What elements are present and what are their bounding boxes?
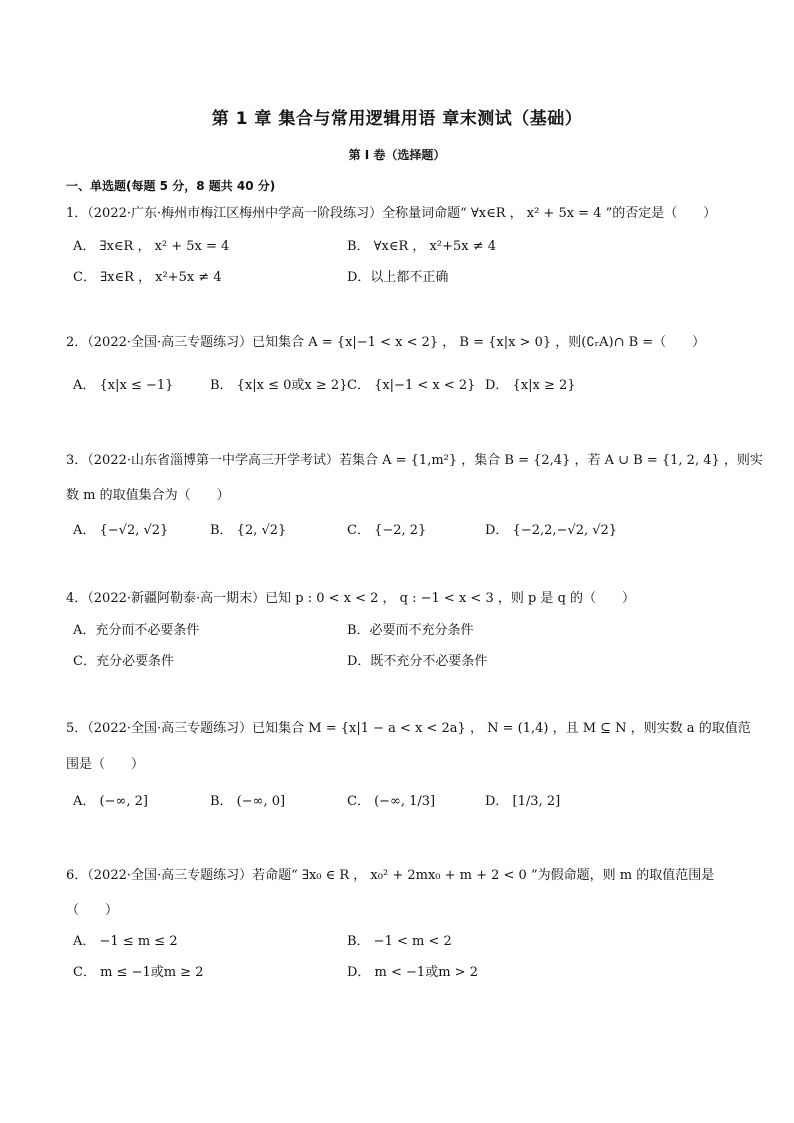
question-5-option-a: A． (−∞, 2] bbox=[73, 794, 148, 809]
question-6-option-a: A． −1 ≤ m ≤ 2 bbox=[73, 934, 178, 949]
question-5-option-c: C． (−∞, 1/3] bbox=[347, 794, 436, 809]
question-5-option-d: D． [1/3, 2] bbox=[485, 794, 561, 809]
question-1-option-c: C． ∃x∈R ， x²+5x ≠ 4 bbox=[73, 270, 222, 285]
question-4-option-d: D．既不充分不必要条件 bbox=[347, 654, 488, 669]
question-5-stem-line-1: 5．（2022·全国·高三专题练习）已知集合 M = {x|1 − a < x < 2a} ， N = (1,4) ，且 M ⊆ N ，则实数 a 的取值范 bbox=[66, 721, 751, 736]
question-1-option-b: B． ∀x∈R ， x²+5x ≠ 4 bbox=[347, 239, 497, 254]
question-2-option-a: A． {x|x ≤ −1} bbox=[73, 378, 174, 393]
question-4-option-c: C．充分必要条件 bbox=[73, 654, 174, 669]
question-6-option-d: D． m < −1或m > 2 bbox=[347, 965, 478, 980]
question-4-option-b: B．必要而不充分条件 bbox=[347, 623, 474, 638]
question-6-option-b: B． −1 < m < 2 bbox=[347, 934, 452, 949]
question-3-option-c: C． {−2, 2} bbox=[347, 523, 427, 538]
question-1-option-d: D．以上都不正确 bbox=[347, 270, 449, 285]
question-6-option-c: C． m ≤ −1或m ≥ 2 bbox=[73, 965, 204, 980]
question-2-option-d: D． {x|x ≥ 2} bbox=[485, 378, 576, 393]
question-2-option-b: B． {x|x ≤ 0或x ≥ 2} bbox=[210, 378, 348, 393]
page-subtitle: 第 I 卷（选择题） bbox=[348, 148, 446, 162]
question-3-stem-line-1: 3．（2022·山东省淄博第一中学高三开学考试）若集合 A = {1,m²} ，集合 B = {2,4} ，若 A ∪ B = {1, 2, 4} ，则实 bbox=[66, 453, 763, 468]
question-3-option-d: D． {−2,2,−√2, √2} bbox=[485, 523, 618, 538]
question-4-option-a: A．充分而不必要条件 bbox=[73, 623, 200, 638]
section-heading: 一、单选题(每题 5 分，8 题共 40 分) bbox=[66, 179, 276, 193]
page-title: 第 1 章 集合与常用逻辑用语 章末测试（基础） bbox=[211, 109, 583, 129]
question-5-stem-line-2: 围是（ ） bbox=[66, 757, 145, 772]
question-2-option-c: C． {x|−1 < x < 2} bbox=[347, 378, 476, 393]
question-3-option-b: B． {2, √2} bbox=[210, 523, 287, 538]
question-1-stem: 1．（2022·广东·梅州市梅江区梅州中学高一阶段练习）全称量词命题“ ∀x∈R ， x² + 5x = 4 ”的否定是（ ） bbox=[66, 206, 717, 221]
question-5-option-b: B． (−∞, 0] bbox=[210, 794, 286, 809]
question-6-stem-line-1: 6．（2022·全国·高三专题练习）若命题“ ∃x₀ ∈ R ， x₀² + 2mx₀ + m + 2 < 0 ”为假命题，则 m 的取值范围是 bbox=[66, 868, 715, 883]
question-1-option-a: A． ∃x∈R ， x² + 5x = 4 bbox=[73, 239, 230, 254]
question-2-stem: 2．（2022·全国·高三专题练习）已知集合 A = {x|−1 < x < 2} ， B = {x|x > 0} ，则(∁ᵣA)∩ B =（ ） bbox=[66, 335, 706, 350]
question-3-option-a: A． {−√2, √2} bbox=[73, 523, 169, 538]
question-3-stem-line-2: 数 m 的取值集合为（ ） bbox=[66, 488, 230, 503]
question-4-stem: 4．（2022·新疆阿勒泰·高一期末）已知 p : 0 < x < 2 ， q : −1 < x < 3 ，则 p 是 q 的（ ） bbox=[66, 591, 636, 606]
question-6-stem-line-2: （ ） bbox=[66, 903, 119, 918]
